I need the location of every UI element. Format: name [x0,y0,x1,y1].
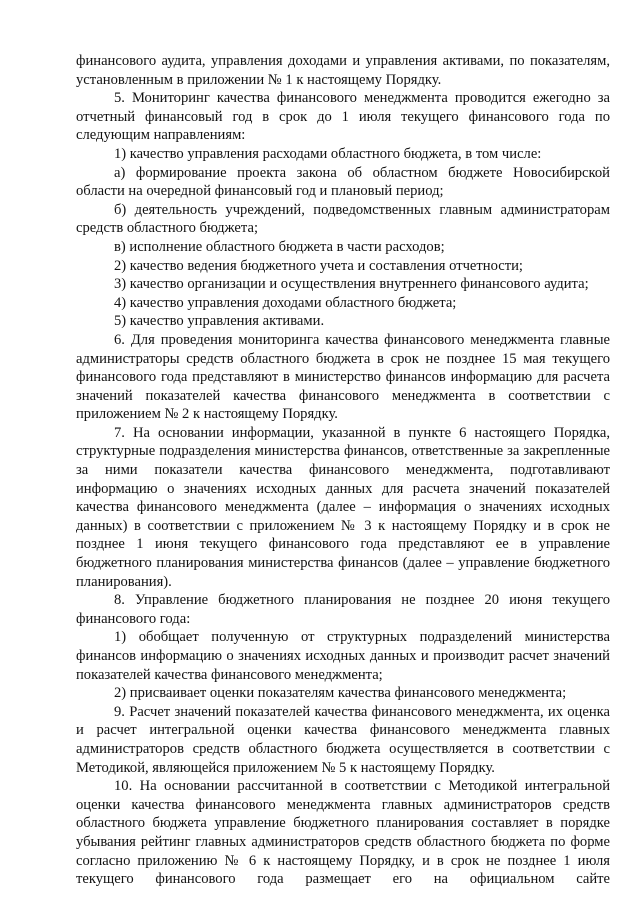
paragraph-item-8: 8. Управление бюджетного планирования не позднее 20 июня текущего финансового года: [76,592,610,627]
list-item-5-1-v: в) исполнение областного бюджета в части расходов; [114,238,445,255]
list-item-5-1: 1) качество управления расходами областного бюджета, в том числе: [114,145,542,162]
paragraph-item-5: 5. Мониторинг качества финансового менеджмента проводится ежегодно за отчетный финансовый год в срок до 1 июля текущего финансового года по следующим направлениям: [76,90,610,144]
list-item-5-1-b: б) деятельность учреждений, подведомственных главным администраторам средств областного бюджета; [76,201,610,237]
list-item-8-2: 2) присваивает оценки показателям качества финансового менеджмента; [114,685,567,702]
list-item-5-5: 5) качество управления активами. [114,313,325,330]
paragraph-item-6: 6. Для проведения мониторинга качества финансового менеджмента главные администраторы средств областного бюджета в срок не позднее 15 мая текущего финансового года представляют в министерство финансов информацию для расчета значений показателей качества финансового менеджмента в соответствии с приложением № 2 к настоящему Порядку. [76,331,610,423]
document-page [76,52,610,889]
list-item-8-1: 1) обобщает полученную от структурных подразделений министерства финансов информацию о значениях исходных данных и производит расчет значений показателей качества финансового менеджмента; [76,629,610,683]
paragraph-audit-continuation: финансового аудита, управления доходами и управления активами, по показателям, установленным в приложении № 1 к настоящему Порядку. [76,53,610,88]
paragraph-item-7: 7. На основании информации, указанной в пункте 6 настоящего Порядка, структурные подразделения министерства финансов, ответственные за закрепленные за ними показатели качества финансового менеджмента, подготавливают информацию о значениях исходных данных для расчета значений показателей качества финансового менеджмента (далее – информация о значениях исходных данных) в соответствии с приложением № 3 к настоящему Порядку и в срок не позднее 1 июня текущего финансового года представляют ее в управление бюджетного планирования министерства финансов (далее – управление бюджетного планирования). [76,424,610,590]
list-item-5-3: 3) качество организации и осуществления внутреннего финансового аудита; [114,276,589,293]
paragraph-item-10: 10. На основании рассчитанной в соответствии с Методикой интегральной оценки качества финансового менеджмента главных администраторов средств областного бюджета управление бюджетного планирования составляет в порядке убывания рейтинг главных администраторов средств областного бюджета по форме согласно приложению № 6 к настоящему Порядку, и в срок не позднее 1 июля текущего финансового года размещает его на официальном сайте [76,778,610,888]
list-item-5-4: 4) качество управления доходами областного бюджета; [114,294,457,311]
paragraph-item-9: 9. Расчет значений показателей качества финансового менеджмента, их оценка и расчет интегральной оценки качества финансового менеджмента главных администраторов средств областного бюджета осуществляется в соответствии с Методикой, являющейся приложением № 5 к настоящему Порядку. [76,703,610,776]
list-item-5-1-a: а) формирование проекта закона об областном бюджете Новосибирской области на очередной финансовый год и плановый период; [76,164,610,200]
list-item-5-2: 2) качество ведения бюджетного учета и составления отчетности; [114,257,523,274]
